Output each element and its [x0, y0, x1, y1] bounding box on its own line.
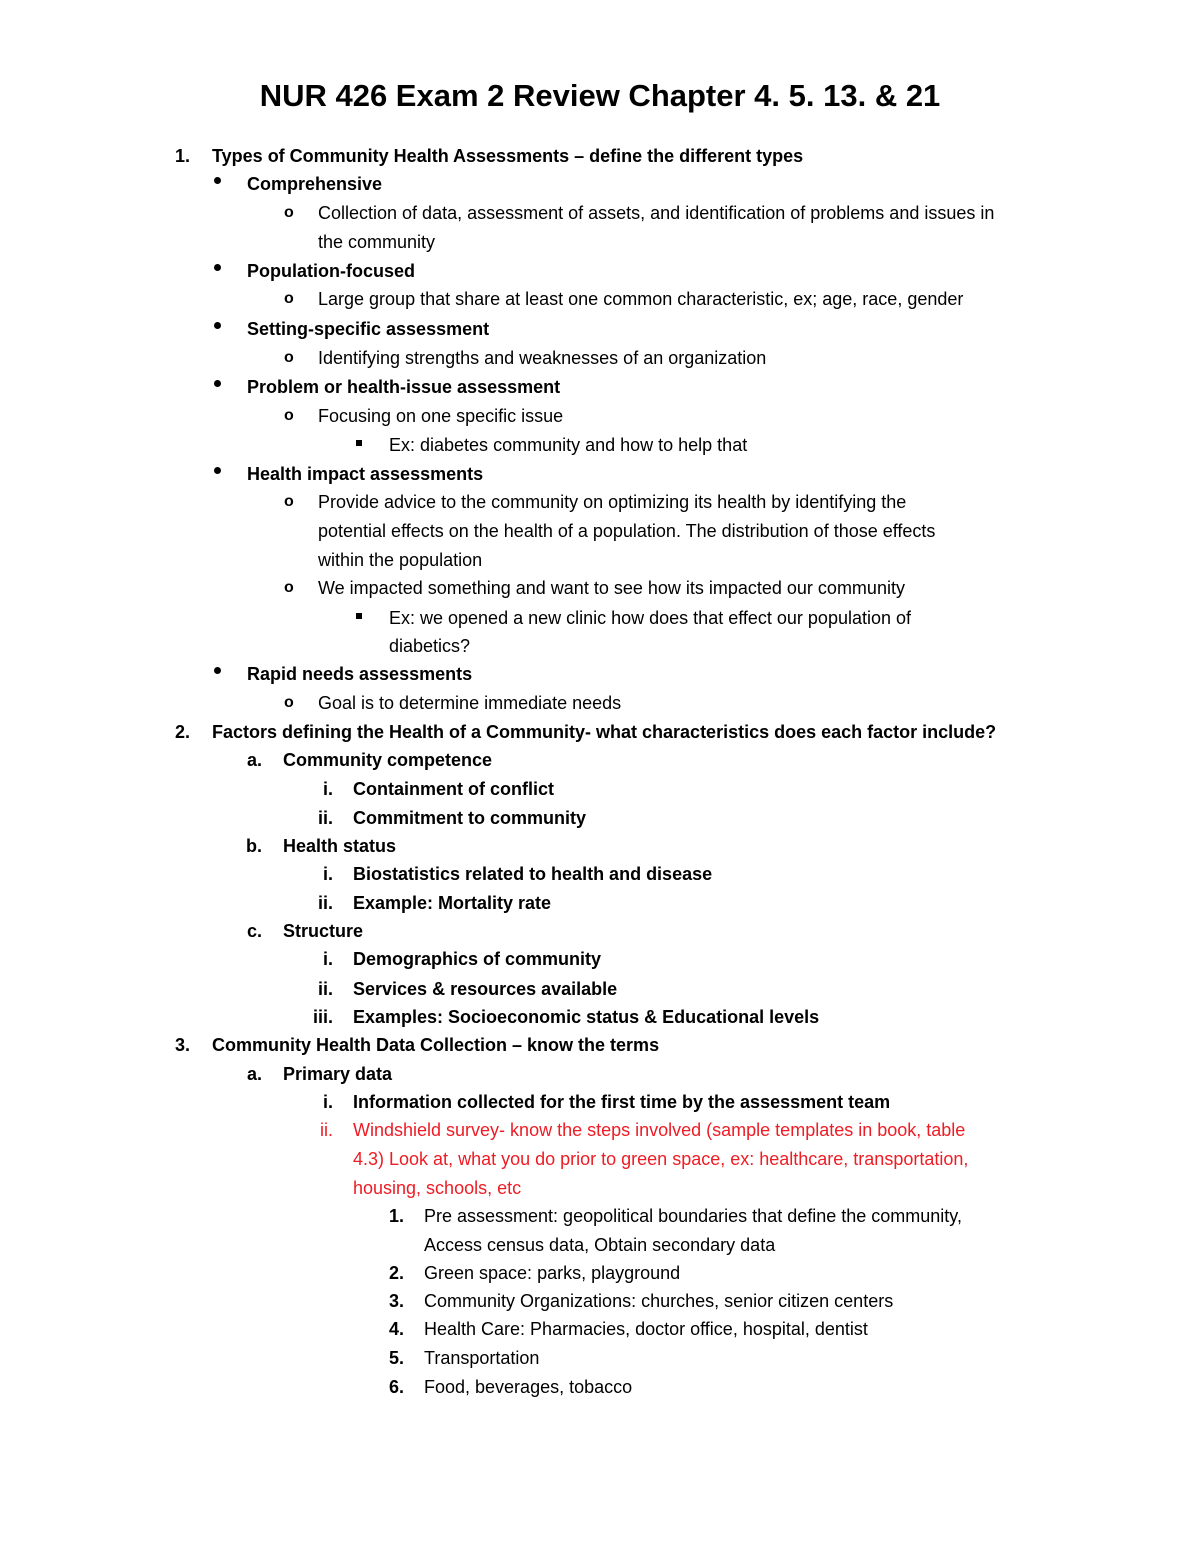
- list-roman: ii.: [317, 979, 333, 999]
- list-item: Collection of data, assessment of assets, and identification of problems and issues in: [318, 203, 995, 223]
- circle-bullet-icon: o: [284, 204, 294, 221]
- list-letter: b.: [246, 836, 262, 856]
- list-item: Goal is to determine immediate needs: [318, 693, 622, 713]
- list-roman: i.: [322, 864, 333, 884]
- list-item: Examples: Socioeconomic status & Educational levels: [353, 1007, 820, 1027]
- list-item: Provide advice to the community on optimizing its health by identifying the: [318, 492, 907, 512]
- highlighted-text: 4.3) Look at, what you do prior to green space, ex: healthcare, transportation,: [353, 1149, 969, 1169]
- section-heading: Factors defining the Health of a Community- what characteristics does each factor include?: [212, 722, 997, 742]
- list-item: Health status: [283, 836, 397, 856]
- list-item: Primary data: [283, 1064, 393, 1084]
- list-item: Example: Mortality rate: [353, 893, 552, 913]
- circle-bullet-icon: o: [284, 694, 294, 711]
- list-number: 6.: [388, 1377, 404, 1397]
- list-roman: iii.: [312, 1007, 333, 1027]
- bullet-icon: [214, 177, 221, 184]
- list-item: Identifying strengths and weaknesses of an organization: [318, 348, 767, 368]
- list-item: Commitment to community: [353, 808, 587, 828]
- list-letter: a.: [246, 1064, 262, 1084]
- list-item: Population-focused: [247, 261, 415, 281]
- list-letter: c.: [246, 921, 262, 941]
- list-item: Focusing on one specific issue: [318, 406, 564, 426]
- list-item: Problem or health-issue assessment: [247, 377, 561, 397]
- list-item: Green space: parks, playground: [424, 1263, 681, 1283]
- list-number: 1.: [174, 146, 190, 166]
- list-number: 3.: [388, 1291, 404, 1311]
- list-letter: a.: [246, 750, 262, 770]
- list-roman: i.: [322, 949, 333, 969]
- bullet-icon: [214, 467, 221, 474]
- section-heading: Types of Community Health Assessments – define the different types: [212, 146, 804, 166]
- list-item: Community Organizations: churches, senior citizen centers: [424, 1291, 894, 1311]
- list-item: diabetics?: [389, 636, 471, 656]
- list-item: Large group that share at least one common characteristic, ex; age, race, gender: [318, 289, 964, 309]
- bullet-icon: [214, 322, 221, 329]
- section-heading: Community Health Data Collection – know the terms: [212, 1035, 660, 1055]
- list-item: Pre assessment: geopolitical boundaries that define the community,: [424, 1206, 962, 1226]
- document-title: NUR 426 Exam 2 Review Chapter 4. 5. 13. & 21: [259, 78, 941, 113]
- square-bullet-icon: [356, 440, 362, 446]
- list-item: Transportation: [424, 1348, 540, 1368]
- list-item: Services & resources available: [353, 979, 618, 999]
- circle-bullet-icon: o: [284, 349, 294, 366]
- list-item: Health Care: Pharmacies, doctor office, hospital, dentist: [424, 1319, 868, 1339]
- list-item: Containment of conflict: [353, 779, 554, 799]
- list-item: Community competence: [283, 750, 493, 770]
- list-item: Ex: we opened a new clinic how does that effect our population of: [389, 608, 912, 628]
- list-item: Comprehensive: [247, 174, 383, 194]
- list-number: 5.: [388, 1348, 404, 1368]
- list-number: 3.: [174, 1035, 190, 1055]
- list-item: Food, beverages, tobacco: [424, 1377, 633, 1397]
- square-bullet-icon: [356, 613, 362, 619]
- list-number: 2.: [388, 1263, 404, 1283]
- circle-bullet-icon: o: [284, 407, 294, 424]
- list-item: We impacted something and want to see how its impacted our community: [318, 578, 905, 598]
- list-item: Access census data, Obtain secondary data: [424, 1235, 776, 1255]
- list-roman: ii.: [317, 893, 333, 913]
- list-item: within the population: [318, 550, 483, 570]
- list-number: 4.: [388, 1319, 404, 1339]
- highlighted-text: Windshield survey- know the steps involved (sample templates in book, table: [353, 1120, 966, 1140]
- list-item: potential effects on the health of a population. The distribution of those effects: [318, 521, 936, 541]
- circle-bullet-icon: o: [284, 579, 294, 596]
- list-number: 1.: [388, 1206, 404, 1226]
- list-item: Biostatistics related to health and disease: [353, 864, 713, 884]
- list-item: Demographics of community: [353, 949, 602, 969]
- list-roman: i.: [322, 779, 333, 799]
- list-item: Information collected for the first time by the assessment team: [353, 1092, 891, 1112]
- list-item: Health impact assessments: [247, 464, 484, 484]
- list-roman: ii.: [320, 1120, 333, 1140]
- list-number: 2.: [174, 722, 190, 742]
- list-roman: i.: [322, 1092, 333, 1112]
- bullet-icon: [214, 667, 221, 674]
- list-item: Structure: [283, 921, 364, 941]
- circle-bullet-icon: o: [284, 493, 294, 510]
- circle-bullet-icon: o: [284, 290, 294, 307]
- bullet-icon: [214, 380, 221, 387]
- list-item: Setting-specific assessment: [247, 319, 490, 339]
- highlighted-text: housing, schools, etc: [353, 1178, 522, 1198]
- bullet-icon: [214, 264, 221, 271]
- list-roman: ii.: [317, 808, 333, 828]
- list-item: the community: [318, 232, 436, 252]
- list-item: Rapid needs assessments: [247, 664, 473, 684]
- list-item: Ex: diabetes community and how to help that: [389, 435, 748, 455]
